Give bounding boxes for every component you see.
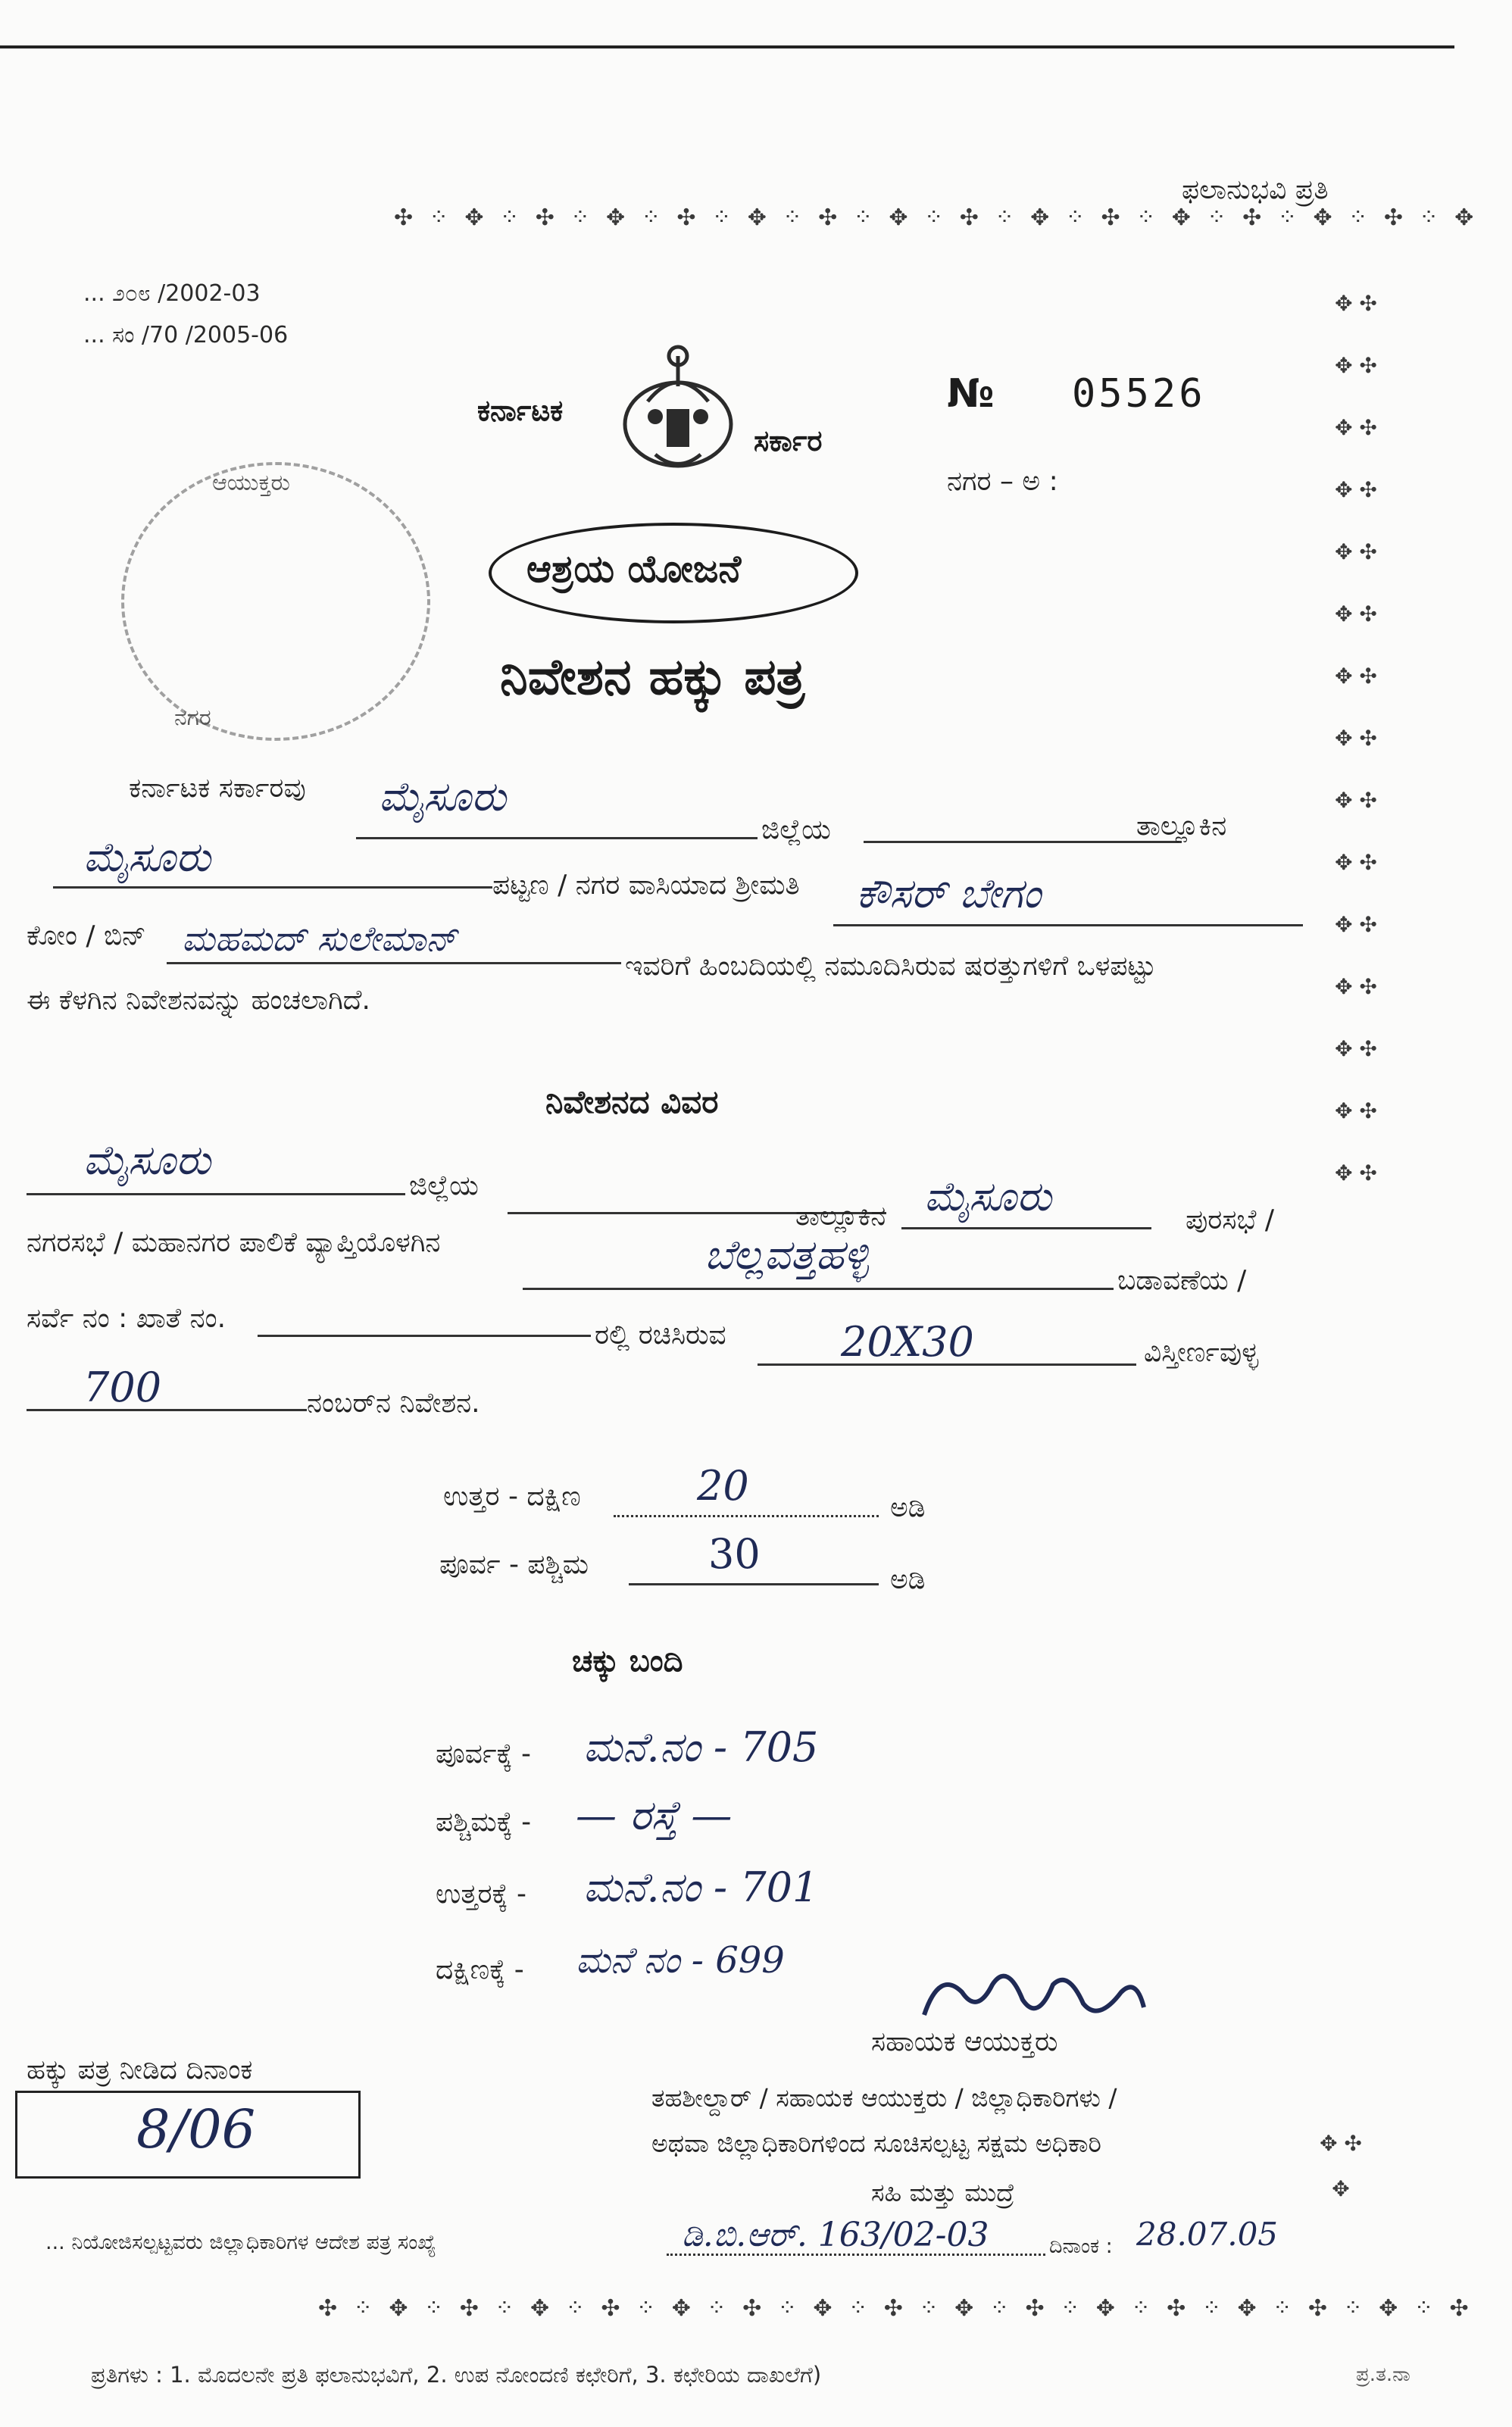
- west-boundary-value: — ರಸ್ತೆ —: [576, 1791, 733, 1839]
- rule: [629, 1583, 879, 1585]
- details-heading: ನಿವೇಶನದ ವಿವರ: [545, 1083, 719, 1120]
- north-boundary-value: ಮನೆ.ನಂ - 701: [583, 1863, 819, 1911]
- details-taluk: ಮೈಸೂರು: [924, 1173, 1051, 1220]
- east-west-label: ಪೂರ್ವ - ಪಶ್ಚಿಮ: [439, 1549, 589, 1580]
- relation-name: ಮಹಮದ್ ಸುಲೇಮಾನ್: [182, 918, 458, 959]
- rule: [667, 2254, 1045, 2256]
- para1-town: ಮೈಸೂರು: [83, 833, 211, 881]
- east-west-value: 30: [708, 1530, 761, 1578]
- rule: [614, 1515, 879, 1517]
- signature-line-2: ಅಥವಾ ಜಿಲ್ಲಾಧಿಕಾರಿಗಳಿಂದ ಸೂಚಿಸಲ್ಪಟ್ಟ ಸಕ್ಷಮ ಅಧಿಕಾರಿ: [651, 2129, 1101, 2158]
- govt-left-label: ಕರ್ನಾಟಕ: [477, 394, 564, 427]
- order-number: ಡಿ.ಬಿ.ಆರ್. 163/02-03: [682, 2216, 989, 2254]
- rule: [758, 1363, 1136, 1366]
- copy-label: ಫಲಾನುಭವಿ ಪ್ರತಿ: [1182, 174, 1329, 205]
- serial-label: №: [947, 371, 995, 417]
- city-label: ನಗರ – ಅ :: [947, 466, 1058, 497]
- right-ornamental-border: ✥ ✣ ✥ ✣ ✥ ✣ ✥ ✣ ✥ ✣ ✥ ✣ ✥ ✣ ✥ ✣ ✥ ✣ ✥ ✣ ✥ ✣ ✥ ✣ ✥ ✣ ✥ ✣ ✥ ✣: [1335, 291, 1377, 1185]
- rule: [864, 841, 1182, 843]
- reference-line-1: ... ೨೦೮ /2002-03: [83, 280, 261, 307]
- signature-line-3: ಸಹಿ ಮತ್ತು ಮುದ್ರೆ: [871, 2178, 1015, 2207]
- boundaries-heading: ಚಕ್ಕು ಬಂದಿ: [572, 1644, 683, 1679]
- south-boundary-label: ದಕ್ಷಿಣಕ್ಕೆ -: [436, 1954, 524, 1985]
- rule: [356, 837, 758, 839]
- rule: [901, 1227, 1151, 1229]
- details-d3-mid: ರಲ್ಲಿ ರಚಿಸಿರುವ: [595, 1320, 726, 1351]
- reference-line-2: ... ಸಂ /70 /2005-06: [83, 322, 289, 348]
- details-d2-end: ಬಡಾವಣೆಯ /: [1117, 1265, 1247, 1296]
- east-boundary-value: ಮನೆ.ನಂ - 705: [583, 1723, 819, 1771]
- para1-district: ಮೈಸೂರು: [379, 773, 506, 820]
- office-seal: [121, 462, 430, 741]
- para1-mid: ಜಿಲ್ಲೆಯ: [761, 814, 831, 845]
- order-date: 28.07.05: [1136, 2216, 1279, 2253]
- details-d3-end: ವಿಸ್ತೀರ್ಣವುಳ್ಳ: [1144, 1337, 1259, 1368]
- details-mid: ಜಿಲ್ಲೆಯ: [409, 1170, 479, 1201]
- bottom-ornamental-border: ✣ ⁘ ✥ ⁘ ✣ ⁘ ✥ ⁘ ✣ ⁘ ✥ ⁘ ✣ ⁘ ✥ ⁘ ✣ ⁘ ✥ ⁘ ✣ ⁘ ✥ ⁘ ✣ ⁘ ✥ ⁘ ✣ ⁘ ✥ ⁘ ✣: [318, 2295, 1473, 2322]
- rule: [258, 1335, 591, 1337]
- issue-date: 8/06: [136, 2098, 256, 2160]
- para1-line2-label: ಪಟ್ಟಣ / ನಗರ ವಾಸಿಯಾದ ಶ್ರೀಮತಿ: [492, 870, 800, 901]
- govt-right-label: ಸರ್ಕಾರ: [754, 424, 823, 458]
- rule: [167, 962, 621, 964]
- rule: [53, 886, 492, 889]
- details-d2-label: ನಗರಸಭೆ / ಮಹಾನಗರ ಪಾಲಿಕೆ ವ್ಯಾಪ್ತಿಯೊಳಗಿನ: [27, 1227, 441, 1258]
- details-d3-label: ಸರ್ವೆ ನಂ : ಖಾತೆ ನಂ.: [27, 1303, 226, 1334]
- copies-distribution: ಪ್ರತಿಗಳು : 1. ಮೊದಲನೇ ಪ್ರತಿ ಫಲಾನುಭವಿಗೆ, 2. ಉಪ ನೋಂದಣಿ ಕಛೇರಿಗೆ, 3. ಕಛೇರಿಯ ದಾಖಲೆಗೆ): [91, 2362, 822, 2388]
- rule: [833, 924, 1303, 926]
- east-boundary-label: ಪೂರ್ವಕ್ಕೆ -: [436, 1738, 532, 1769]
- para1-line3-label: ಕೋಂ / ಬಿನ್: [27, 920, 146, 951]
- document-title: ನಿವೇಶನ ಹಕ್ಕು ಪತ್ರ: [500, 648, 805, 706]
- south-boundary-value: ಮನೆ ನಂ - 699: [576, 1939, 785, 1982]
- serial-number: 05526: [1072, 371, 1206, 417]
- beneficiary-name: ಕೌಸರ್ ಬೇಗಂ: [856, 870, 1042, 917]
- scheme-name: ಆಶ್ರಯ ಯೋಜನೆ: [526, 547, 742, 591]
- para1-label: ಕರ್ನಾಟಕ ಸರ್ಕಾರವು: [129, 773, 306, 804]
- plot-size: 20X30: [841, 1318, 974, 1366]
- details-d4-label: ನಂಬರ್‌ನ ನಿವೇಶನ.: [307, 1388, 480, 1419]
- north-boundary-label: ಉತ್ತರಕ್ಕೆ -: [436, 1879, 527, 1910]
- order-text: ... ನಿಯೋಜಿಸಲ್ಪಟ್ಟವರು ಜಿಲ್ಲಾಧಿಕಾರಿಗಳ ಆದೇಶ ಪತ್ರ ಸಂಖ್ಯೆ: [45, 2231, 436, 2254]
- corner-text: ಪ್ರ.ತ.ನಾ: [1356, 2363, 1410, 2386]
- north-south-value: 20: [697, 1462, 749, 1510]
- para1-end: ತಾಲ್ಲೂಕಿನ: [1136, 811, 1227, 842]
- signature-designation: ಸಹಾಯಕ ಆಯುಕ್ತರು: [871, 2026, 1058, 2057]
- rule: [27, 1409, 307, 1411]
- west-boundary-label: ಪಶ್ಚಿಮಕ್ಕೆ -: [436, 1807, 532, 1838]
- scan-edge: [0, 45, 1454, 48]
- rule: [27, 1193, 405, 1195]
- order-date-label: ದಿನಾಂಕ :: [1049, 2235, 1113, 2258]
- right-ornamental-border-lower: ✥ ✣ ✥: [1320, 2131, 1362, 2201]
- seal-text-top: ಆಯುಕ್ತರು: [212, 470, 290, 496]
- issue-date-label: ಹಕ್ಕು ಪತ್ರ ನೀಡಿದ ದಿನಾಂಕ: [27, 2054, 253, 2085]
- ns-unit: ಅಡಿ: [890, 1492, 926, 1523]
- top-ornamental-border: ✣ ⁘ ✥ ⁘ ✣ ⁘ ✥ ⁘ ✣ ⁘ ✥ ⁘ ✣ ⁘ ✥ ⁘ ✣ ⁘ ✥ ⁘ ✣ ⁘ ✥ ⁘ ✣ ⁘ ✥ ⁘ ✣ ⁘ ✥: [394, 205, 1479, 231]
- details-district: ಮೈಸೂರು: [83, 1136, 211, 1184]
- ew-unit: ಅಡಿ: [890, 1564, 926, 1595]
- plot-number: 700: [83, 1363, 162, 1411]
- details-d1-end: ಪುರಸಭೆ /: [1186, 1204, 1275, 1235]
- locality-name: ಬೆಲ್ಲವತ್ತಹಳ್ಳಿ: [704, 1231, 869, 1279]
- rule: [523, 1288, 1114, 1290]
- state-emblem-icon: [602, 341, 754, 485]
- para1-line4: ಈ ಕೆಳಗಿನ ನಿವೇಶನವನ್ನು ಹಂಚಲಾಗಿದೆ.: [27, 985, 370, 1016]
- north-south-label: ಉತ್ತರ - ದಕ್ಷಿಣ: [443, 1481, 581, 1512]
- seal-text-bottom: ನಗರ: [174, 704, 211, 731]
- signature-line-1: ತಹಶೀಲ್ದಾರ್ / ಸಹಾಯಕ ಆಯುಕ್ತರು / ಜಿಲ್ಲಾಧಿಕಾರಿಗಳು /: [651, 2083, 1117, 2113]
- details-taluk-label: ತಾಲ್ಲೂಕಿನ: [795, 1201, 886, 1232]
- para1-line3-end: ಇವರಿಗೆ ಹಿಂಬದಿಯಲ್ಲಿ ನಮೂದಿಸಿರುವ ಷರತ್ತುಗಳಿಗೆ ಒಳಪಟ್ಟು: [625, 951, 1156, 982]
